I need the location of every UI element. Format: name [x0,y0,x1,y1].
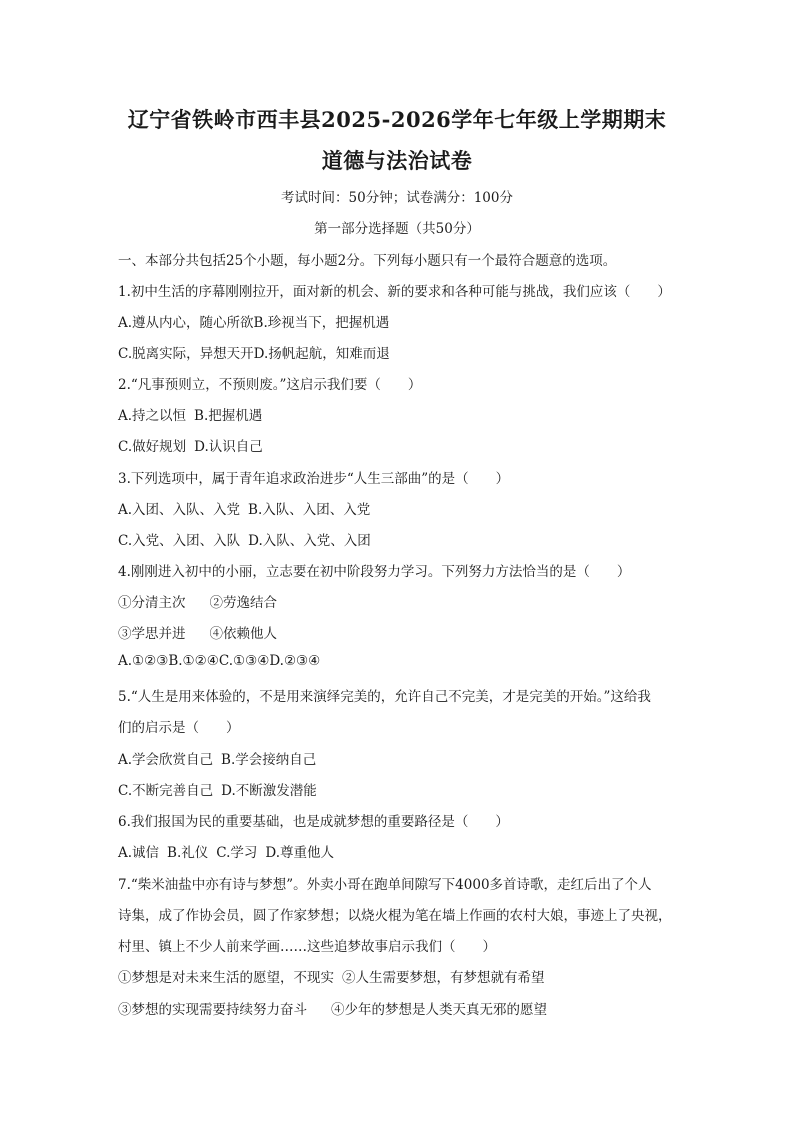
question-7-items-12 [118,966,545,986]
exam-title-line2: 道德与法治试卷 [321,148,473,173]
question-1-stem: 1.初中生活的序幕刚刚拉开，面对新的机会、新的要求和各种可能与挑战，我们应该（ ） [118,284,671,300]
option-a: A.持之以恒 [118,408,187,424]
question-7-items-34 [118,998,547,1018]
question-3-options-cd [118,529,371,549]
question-7-stem-line1: 7.“柴米油盐中亦有诗与梦想”。外卖小哥在跑单间隙写下4000多首诗歌，走红后出了个人 [118,877,652,893]
option-b: B.学会接纳自己 [221,752,317,768]
question-7-stem-line2: 诗集，成了作协会员，圆了作家梦想；以烧火棍为笔在墙上作画的农村大娘，事迹上了央视， [118,908,672,924]
statement-2: ②劳逸结合 [209,595,277,611]
question-6-stem: 6.我们报国为民的重要基础，也是成就梦想的重要路径是（ ） [118,814,509,830]
option-c: C.入党、入团、入队 [118,533,241,549]
statement-3: ③学思并进 [118,626,186,642]
statement-2: ②人生需要梦想，有梦想就有希望 [342,970,545,986]
part-heading: 第一部分选择题（共50分） [314,221,480,237]
option-a: A.学会欣赏自己 [118,752,214,768]
question-7-stem-line3: 村里、镇上不少人前来学画……这些追梦故事启示我们（ ） [118,939,496,955]
question-2-options-ab [118,404,262,424]
statement-4: ④依赖他人 [209,626,277,642]
exam-title-line1: 辽宁省铁岭市西丰县2025-2026学年七年级上学期期末 [127,107,667,132]
statement-1: ①分清主次 [118,595,186,611]
question-2-options-cd [118,435,263,455]
question-1-options-ab: A.遵从内心，随心所欲B.珍视当下，把握机遇 [118,315,390,331]
option-b: B.入队、入团、入党 [248,502,371,518]
question-5-options-ab [118,748,316,768]
question-4-stem: 4.刚刚进入初中的小丽，立志要在初中阶段努力学习。下列努力方法恰当的是（ ） [118,564,631,580]
question-6-options [118,841,334,861]
option-a: A.诚信 [118,845,160,861]
option-a: A.入团、入队、入党 [118,502,241,518]
exam-info: 考试时间：50分钟；试卷满分：100分 [281,190,513,206]
option-d: D.尊重他人 [265,845,335,861]
question-3-options-ab [118,498,370,518]
question-2-stem: 2.“凡事预则立，不预则废。”这启示我们要（ ） [118,377,422,393]
option-c: C.做好规划 [118,439,187,455]
question-5-stem-line2: 们的启示是（ ） [118,720,240,736]
question-4-items-34 [118,622,277,642]
option-d: D.认识自己 [194,439,263,455]
question-4-options: A.①②③B.①②④C.①③④D.②③④ [118,653,321,669]
option-b: B.把握机遇 [194,408,263,424]
option-c: C.学习 [216,845,258,861]
option-d: D.入队、入党、入团 [248,533,371,549]
question-5-options-cd [118,779,317,799]
question-5-stem-line1: 5.“人生是用来体验的，不是用来演绎完美的，允许自己不完美，才是完美的开始。”这给我 [118,689,651,705]
option-b: B.礼仪 [167,845,209,861]
option-d: D.不断激发潜能 [221,783,317,799]
question-3-stem: 3.下列选项中，属于青年追求政治进步“人生三部曲”的是（ ） [118,471,510,487]
statement-3: ③梦想的实现需要持续努力奋斗 [118,1002,307,1018]
option-c: C.不断完善自己 [118,783,214,799]
section-instruction: 一、本部分共包括25个小题，每小题2分。下列每小题只有一个最符合题意的选项。 [118,253,617,269]
question-4-items-12 [118,591,277,611]
question-1-options-cd: C.脱离实际，异想天开D.扬帆起航，知难而退 [118,346,390,362]
statement-4: ④少年的梦想是人类天真无邪的愿望 [331,1002,547,1018]
statement-1: ①梦想是对未来生活的愿望，不现实 [118,970,334,986]
